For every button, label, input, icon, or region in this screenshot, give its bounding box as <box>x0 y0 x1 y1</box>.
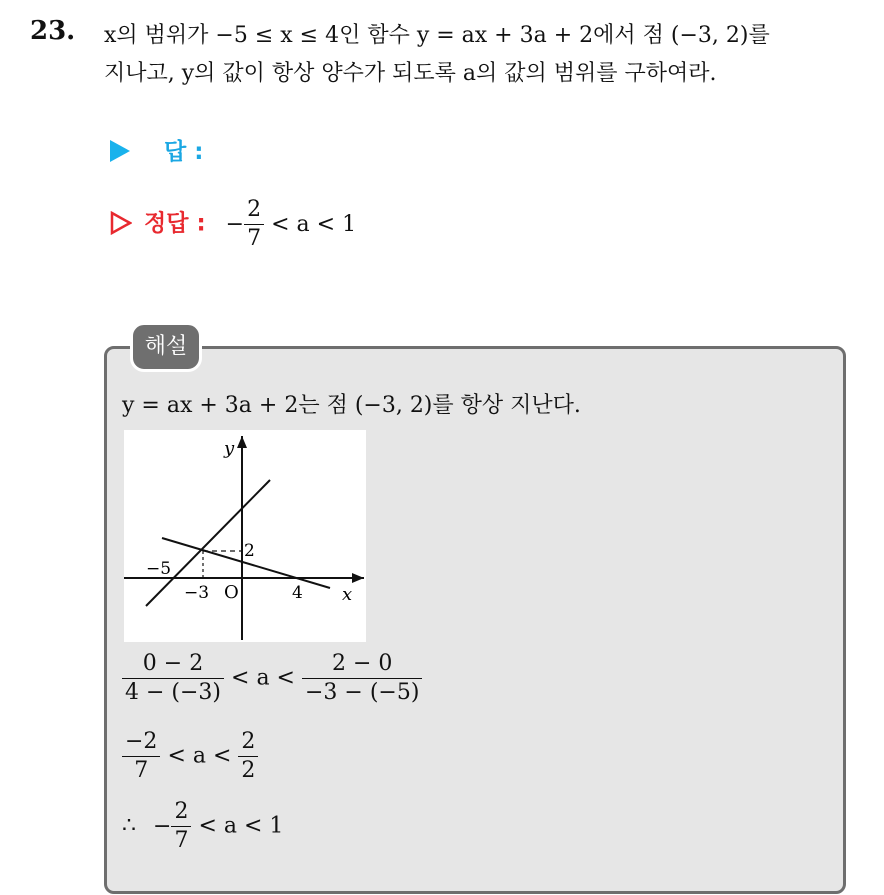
solution-step2 <box>122 728 258 785</box>
step2-den2: 2 <box>241 758 256 783</box>
graph-x-label: x <box>342 584 353 605</box>
question-text-line2: 지나고, y의 값이 항상 양수가 되도록 a의 값의 범위를 구하여라. <box>104 61 717 86</box>
step2-mid: < a < <box>167 743 232 769</box>
answer-frac-num: 2 <box>244 196 264 225</box>
answer-minus: − <box>225 211 245 237</box>
graph-label-2: 2 <box>244 541 255 561</box>
outline-play-icon <box>110 211 132 235</box>
answer-label: 답 : <box>164 139 204 165</box>
graph-origin-label: O <box>224 582 239 603</box>
y-axis-arrow <box>237 436 247 448</box>
graph-label-neg3: −3 <box>184 583 210 603</box>
correct-answer-value <box>225 197 357 251</box>
step3-minus: − <box>153 813 172 839</box>
graph-svg <box>124 430 366 642</box>
x-axis-arrow <box>352 573 364 583</box>
step2-frac2 <box>238 728 258 785</box>
step1-den1: 4 − (−3) <box>125 680 222 705</box>
solution-graph <box>124 430 366 642</box>
step1-frac1 <box>122 650 224 707</box>
graph-label-4: 4 <box>292 583 303 603</box>
step2-num1: −2 <box>122 728 160 757</box>
correct-answer-row <box>110 196 356 253</box>
solution-tag: 해설 <box>130 322 202 372</box>
step3-den: 7 <box>174 828 189 853</box>
step2-num2: 2 <box>238 728 258 757</box>
step2-frac1 <box>122 728 160 785</box>
therefore-symbol: ∴ <box>122 813 136 839</box>
answer-row <box>110 133 203 166</box>
step3-num: 2 <box>171 798 191 827</box>
solution-line1: y = ax + 3a + 2는 점 (−3, 2)를 항상 지난다. <box>122 393 581 418</box>
step2-den1: 7 <box>134 758 149 783</box>
answer-frac-den: 7 <box>247 226 262 251</box>
step1-frac2 <box>302 650 422 707</box>
answer-fraction <box>244 196 264 253</box>
answer-tail: < a < 1 <box>271 211 357 237</box>
step1-num1: 0 − 2 <box>122 650 224 679</box>
step3-tail: < a < 1 <box>198 813 284 839</box>
correct-answer-label: 정답 : <box>144 210 206 237</box>
step1-num2: 2 − 0 <box>302 650 422 679</box>
question-number: 23. <box>30 16 76 46</box>
step1-mid: < a < <box>231 665 295 691</box>
step1-den2: −3 − (−5) <box>305 680 420 705</box>
graph-label-neg5: −5 <box>146 559 172 579</box>
step3-frac <box>171 798 191 855</box>
graph-y-label: y <box>224 438 235 459</box>
play-icon <box>110 140 130 162</box>
question-text-line1: x의 범위가 −5 ≤ x ≤ 4인 함수 y = ax + 3a + 2에서 점 (−3, 2)를 <box>104 23 770 48</box>
solution-step3 <box>122 798 283 855</box>
solution-step1 <box>122 650 422 707</box>
